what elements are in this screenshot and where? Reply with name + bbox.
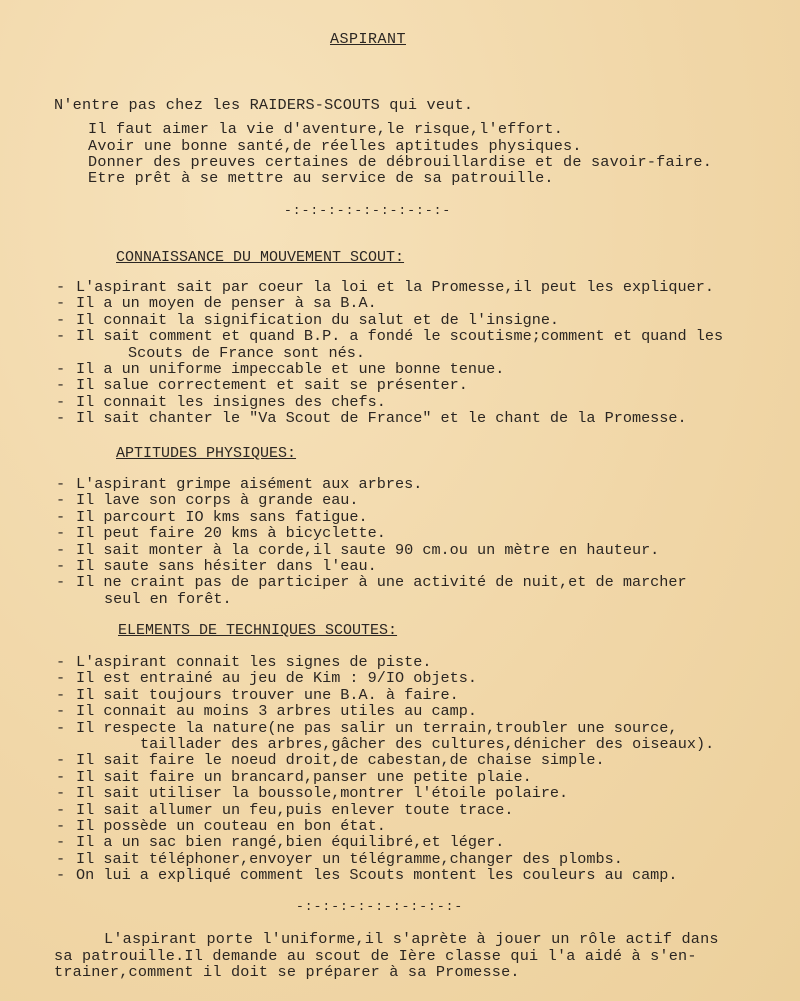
list-item: - Il connait la signification du salut et de l'insigne. [56, 310, 560, 329]
list-item: - L'aspirant connait les signes de piste. [56, 653, 432, 671]
section-heading-techniques: ELEMENTS DE TECHNIQUES SCOUTES: [118, 622, 398, 639]
requirement-line: Etre prêt à se mettre au service de sa patrouille. [88, 169, 554, 187]
list-item: - Il sait téléphoner,envoyer un télégramme,changer des plombs. [56, 849, 623, 868]
closing-line: trainer,comment il doit se préparer à sa Promesse. [54, 963, 520, 981]
list-item: - On lui a expliqué comment les Scouts montent les couleurs au camp. [56, 866, 678, 885]
list-item: - Il parcourt IO kms sans fatigue. [56, 507, 368, 526]
list-item: - Il salue correctement et sait se présenter. [56, 376, 468, 395]
list-item: - Il sait utiliser la boussole,montrer l'étoile polaire. [56, 784, 569, 803]
section-heading-aptitudes: APTITUDES PHYSIQUES: [116, 445, 297, 462]
list-item: - Il lave son corps à grande eau. [56, 491, 359, 510]
list-item-continuation: taillader des arbres,gâcher des cultures,dénicher des oiseaux). [140, 735, 715, 754]
list-item: - Il est entrainé au jeu de Kim : 9/IO objets. [56, 669, 478, 688]
list-item: - Il a un uniforme impeccable et une bonne tenue. [56, 360, 505, 379]
list-item: - Il sait comment et quand B.P. a fondé le scoutisme;comment et quand les [56, 327, 724, 346]
list-item-continuation: seul en forêt. [104, 589, 232, 608]
separator: -:-:-:-:-:-:-:-:-:- [284, 203, 452, 218]
list-item: - Il a un sac bien rangé,bien équilibré,et léger. [56, 833, 505, 852]
requirement-line: Il faut aimer la vie d'aventure,le risque,l'effort. [88, 120, 564, 138]
list-item: - Il sait allumer un feu,puis enlever toute trace. [56, 800, 514, 819]
section-list-mouvement [56, 279, 723, 427]
list-item: - Il saute sans hésiter dans l'eau. [56, 557, 377, 576]
list-item: - Il connait les insignes des chefs. [56, 392, 386, 411]
list-item: - Il peut faire 20 kms à bicyclette. [56, 524, 386, 543]
list-item: - Il ne craint pas de participer à une activité de nuit,et de marcher [56, 573, 687, 592]
list-item: - Il sait toujours trouver une B.A. à faire. [56, 685, 459, 704]
requirement-line: Donner des preuves certaines de débrouillardise et de savoir-faire. [88, 153, 713, 171]
section-heading-mouvement: CONNAISSANCE DU MOUVEMENT SCOUT: [116, 249, 405, 266]
document-title: ASPIRANT [329, 31, 406, 48]
list-item: - L'aspirant sait par coeur la loi et la Promesse,il peut les expliquer. [56, 278, 714, 296]
list-item: - L'aspirant grimpe aisément aux arbres. [56, 475, 423, 493]
requirement-line: Avoir une bonne santé,de réelles aptitudes physiques. [88, 137, 582, 155]
list-item: - Il sait faire le noeud droit,de cabestan,de chaise simple. [56, 751, 605, 770]
section-list-aptitudes [56, 476, 687, 607]
list-item-continuation: Scouts de France sont nés. [128, 343, 365, 362]
separator: -:-:-:-:-:-:-:-:-:- [296, 899, 464, 914]
closing-line: L'aspirant porte l'uniforme,il s'aprète à jouer un rôle actif dans [104, 930, 719, 948]
section-list-techniques [56, 654, 714, 884]
intro-line: N'entre pas chez les RAIDERS-SCOUTS qui veut. [54, 96, 474, 114]
list-item: - Il connait au moins 3 arbres utiles au camp. [56, 702, 478, 721]
list-item: - Il respecte la nature(ne pas salir un terrain,troubler une source, [56, 718, 678, 737]
list-item: - Il possède un couteau en bon état. [56, 817, 386, 836]
list-item: - Il sait faire un brancard,panser une petite plaie. [56, 767, 532, 786]
list-item: - Il sait chanter le "Va Scout de France" et le chant de la Promesse. [56, 409, 687, 428]
list-item: - Il a un moyen de penser à sa B.A. [56, 294, 377, 313]
list-item: - Il sait monter à la corde,il saute 90 cm.ou un mètre en hauteur. [56, 540, 660, 559]
closing-line: sa patrouille.Il demande au scout de Ière classe qui l'a aidé à s'en- [54, 947, 697, 965]
